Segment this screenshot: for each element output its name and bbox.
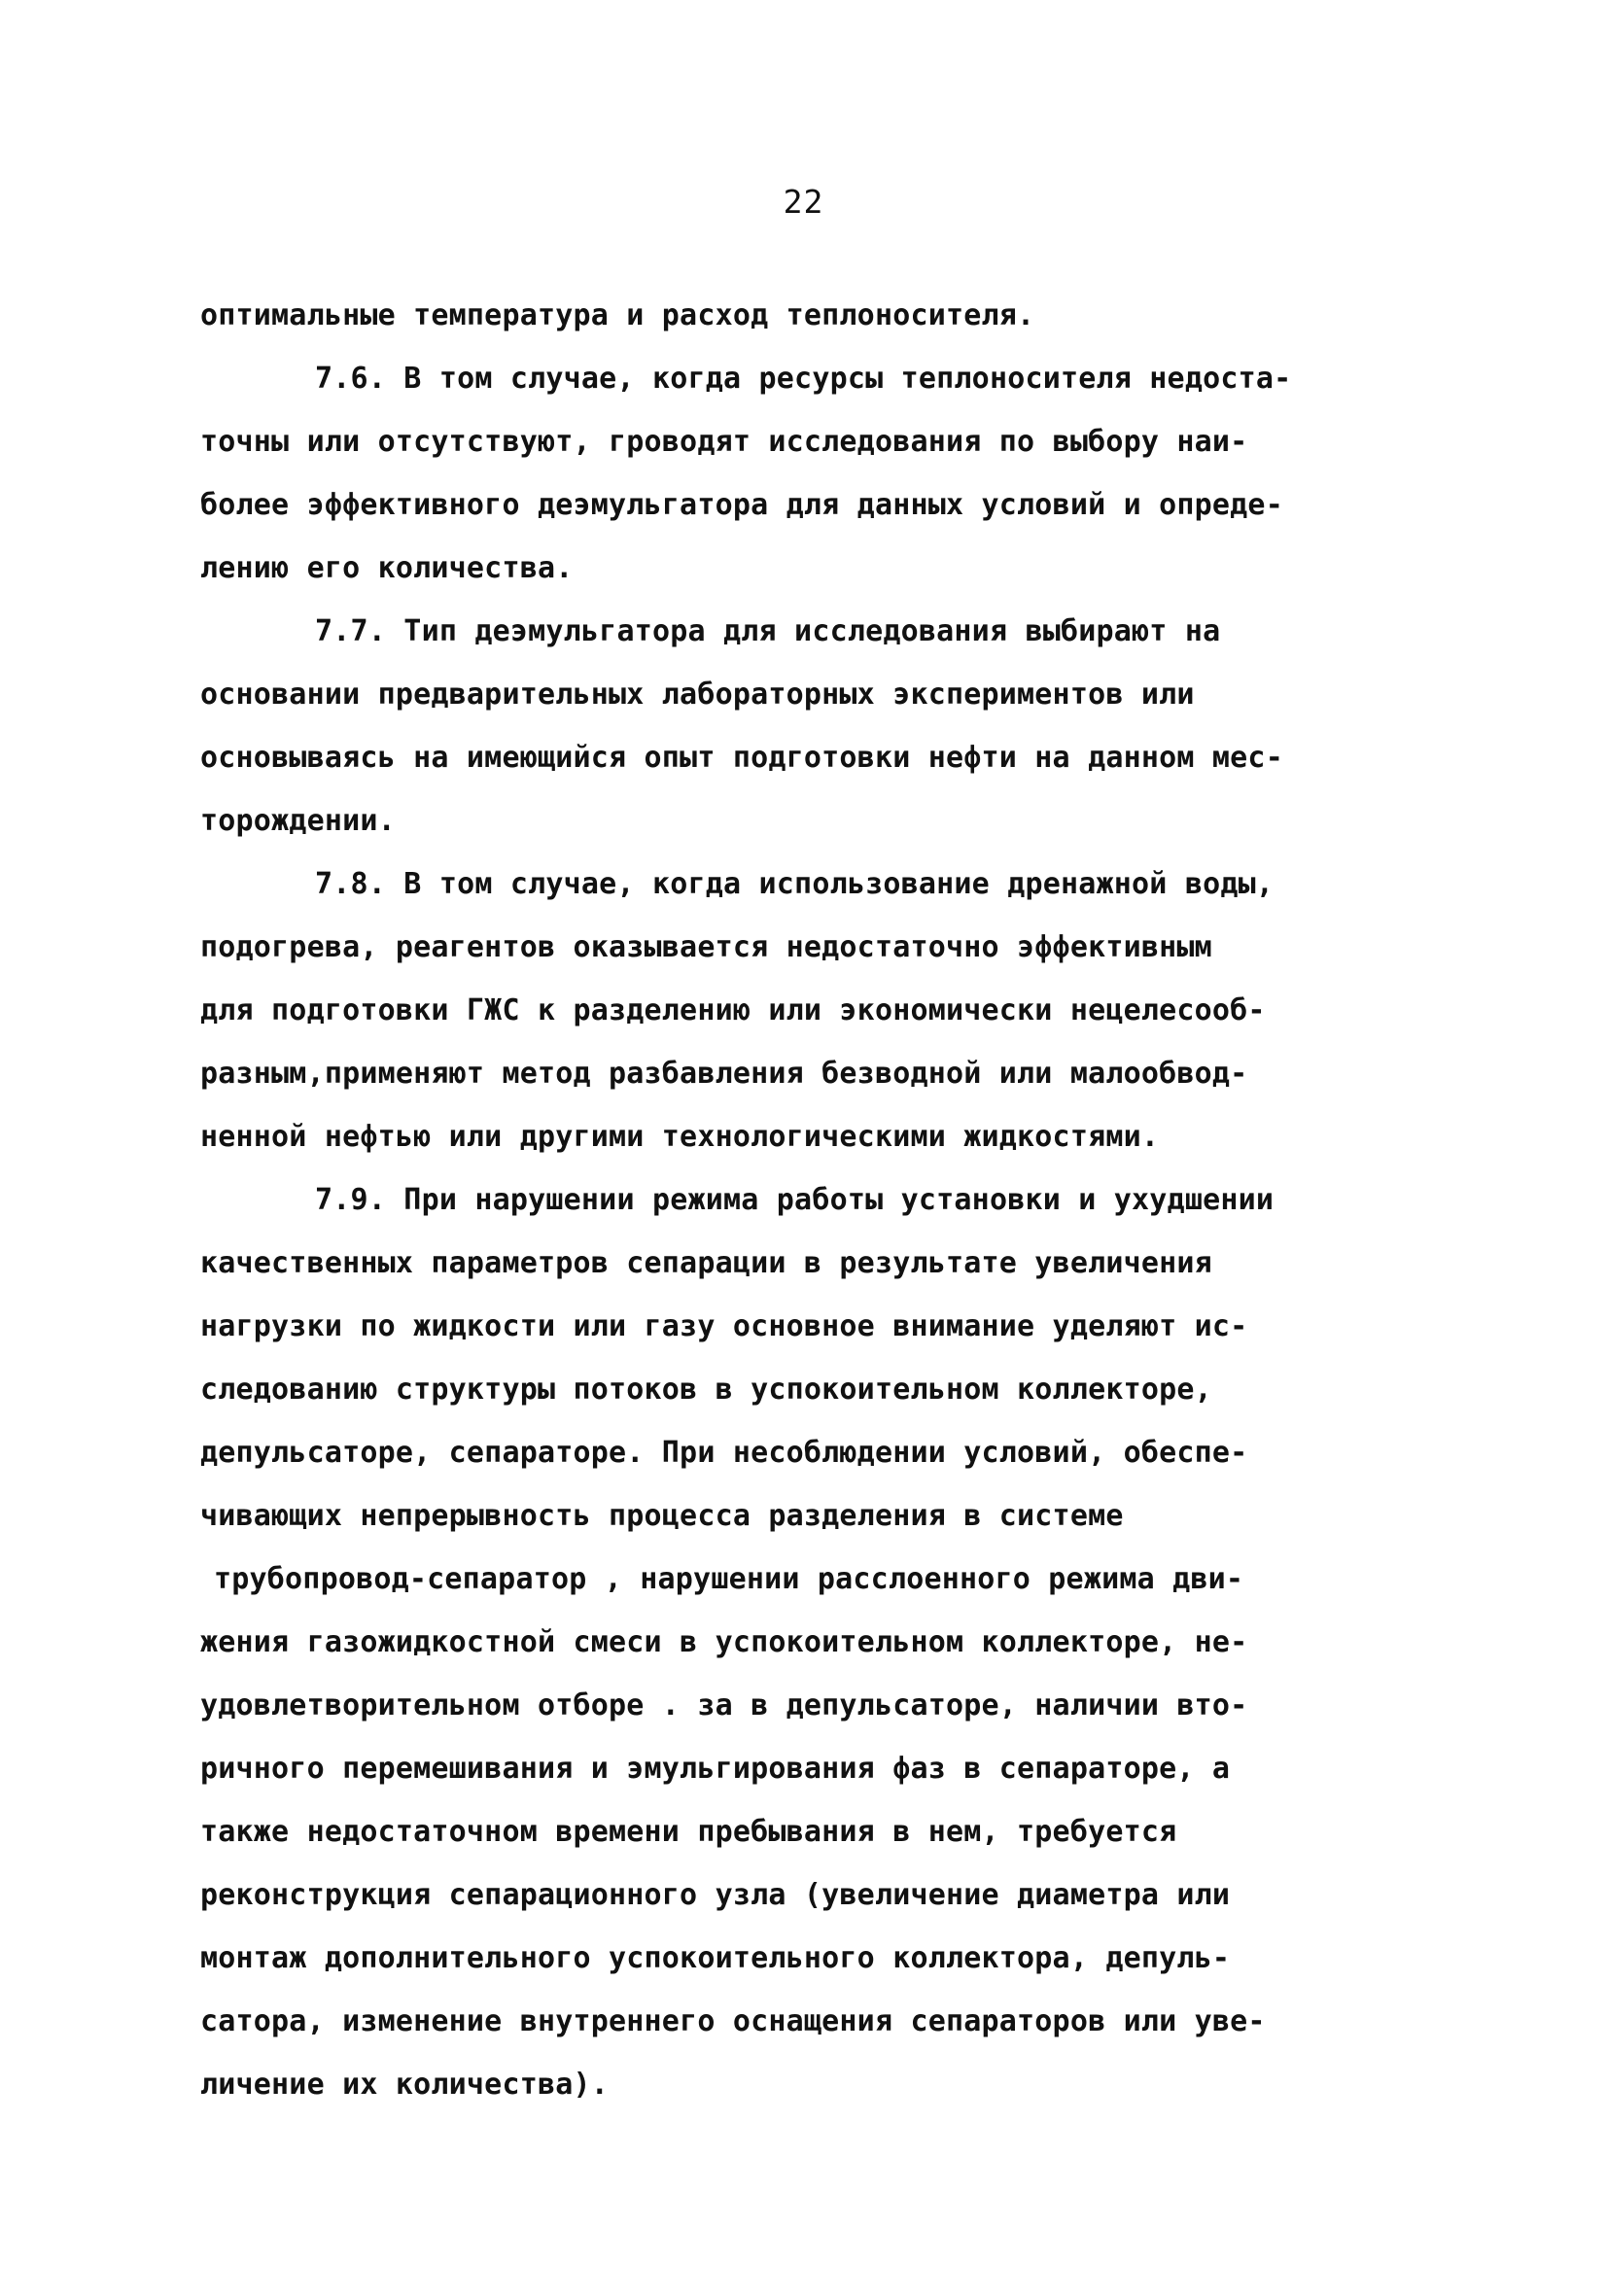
paragraph-first-line: 7.8. В том случае, когда использование дренажной воды, bbox=[315, 867, 1275, 901]
text-line: оптимальные температура и расход теплоносителя. bbox=[200, 298, 1035, 332]
text-line: трубопровод-сепаратор , нарушении расслоенного режима дви- bbox=[214, 1562, 1244, 1596]
text-line: личение их количества). bbox=[200, 2068, 610, 2102]
text-line: депульсаторе, сепараторе. При несоблюдении условий, обеспе- bbox=[200, 1436, 1248, 1470]
text-line: точны или отсутствуют, гроводят исследования по выбору наи- bbox=[200, 425, 1248, 459]
text-line: жения газожидкостной смеси в успокоительном коллекторе, не- bbox=[200, 1625, 1248, 1659]
text-line: подогрева, реагентов оказывается недостаточно эффективным bbox=[200, 930, 1212, 964]
text-line: реконструкция сепарационного узла (увеличение диаметра или bbox=[200, 1878, 1231, 1912]
text-line: для подготовки ГЖС к разделению или экономически нецелесооб- bbox=[200, 993, 1266, 1027]
text-line: ненной нефтью или другими технологическими жидкостями. bbox=[200, 1120, 1160, 1154]
text-line: ричного перемешивания и эмульгирования фаз в сепараторе, а bbox=[200, 1752, 1231, 1786]
paragraph-first-line: 7.9. При нарушении режима работы установки и ухудшении bbox=[315, 1183, 1275, 1217]
text-line: также недостаточном времени пребывания в нем, требуется bbox=[200, 1815, 1177, 1849]
body-text bbox=[200, 284, 1396, 2116]
paragraph-first-line: 7.6. В том случае, когда ресурсы теплоносителя недоста- bbox=[315, 362, 1292, 396]
text-line: удовлетворительном отборе . за в депульсаторе, наличии вто- bbox=[200, 1688, 1248, 1722]
text-line: чивающих непрерывность процесса разделения в системе bbox=[200, 1499, 1124, 1533]
text-line: нагрузки по жидкости или газу основное внимание уделяют ис- bbox=[200, 1309, 1248, 1343]
page-number: 22 bbox=[783, 183, 824, 221]
text-line: торождении. bbox=[200, 804, 396, 838]
paragraph-first-line: 7.7. Тип деэмульгатора для исследования выбирают на bbox=[315, 614, 1221, 648]
text-line: сатора, изменение внутреннего оснащения сепараторов или уве- bbox=[200, 2004, 1266, 2038]
text-line: основании предварительных лабораторных экспериментов или bbox=[200, 678, 1195, 712]
text-line: разным,применяют метод разбавления безводной или малообвод- bbox=[200, 1057, 1248, 1091]
text-line: лению его количества. bbox=[200, 551, 574, 585]
text-line: следованию структуры потоков в успокоительном коллекторе, bbox=[200, 1373, 1212, 1407]
text-line: качественных параметров сепарации в результате увеличения bbox=[200, 1246, 1212, 1280]
text-line: более эффективного деэмульгатора для данных условий и опреде- bbox=[200, 488, 1283, 522]
text-line: основываясь на имеющийся опыт подготовки нефти на данном мес- bbox=[200, 741, 1283, 775]
text-line: монтаж дополнительного успокоительного коллектора, депуль- bbox=[200, 1941, 1231, 1975]
